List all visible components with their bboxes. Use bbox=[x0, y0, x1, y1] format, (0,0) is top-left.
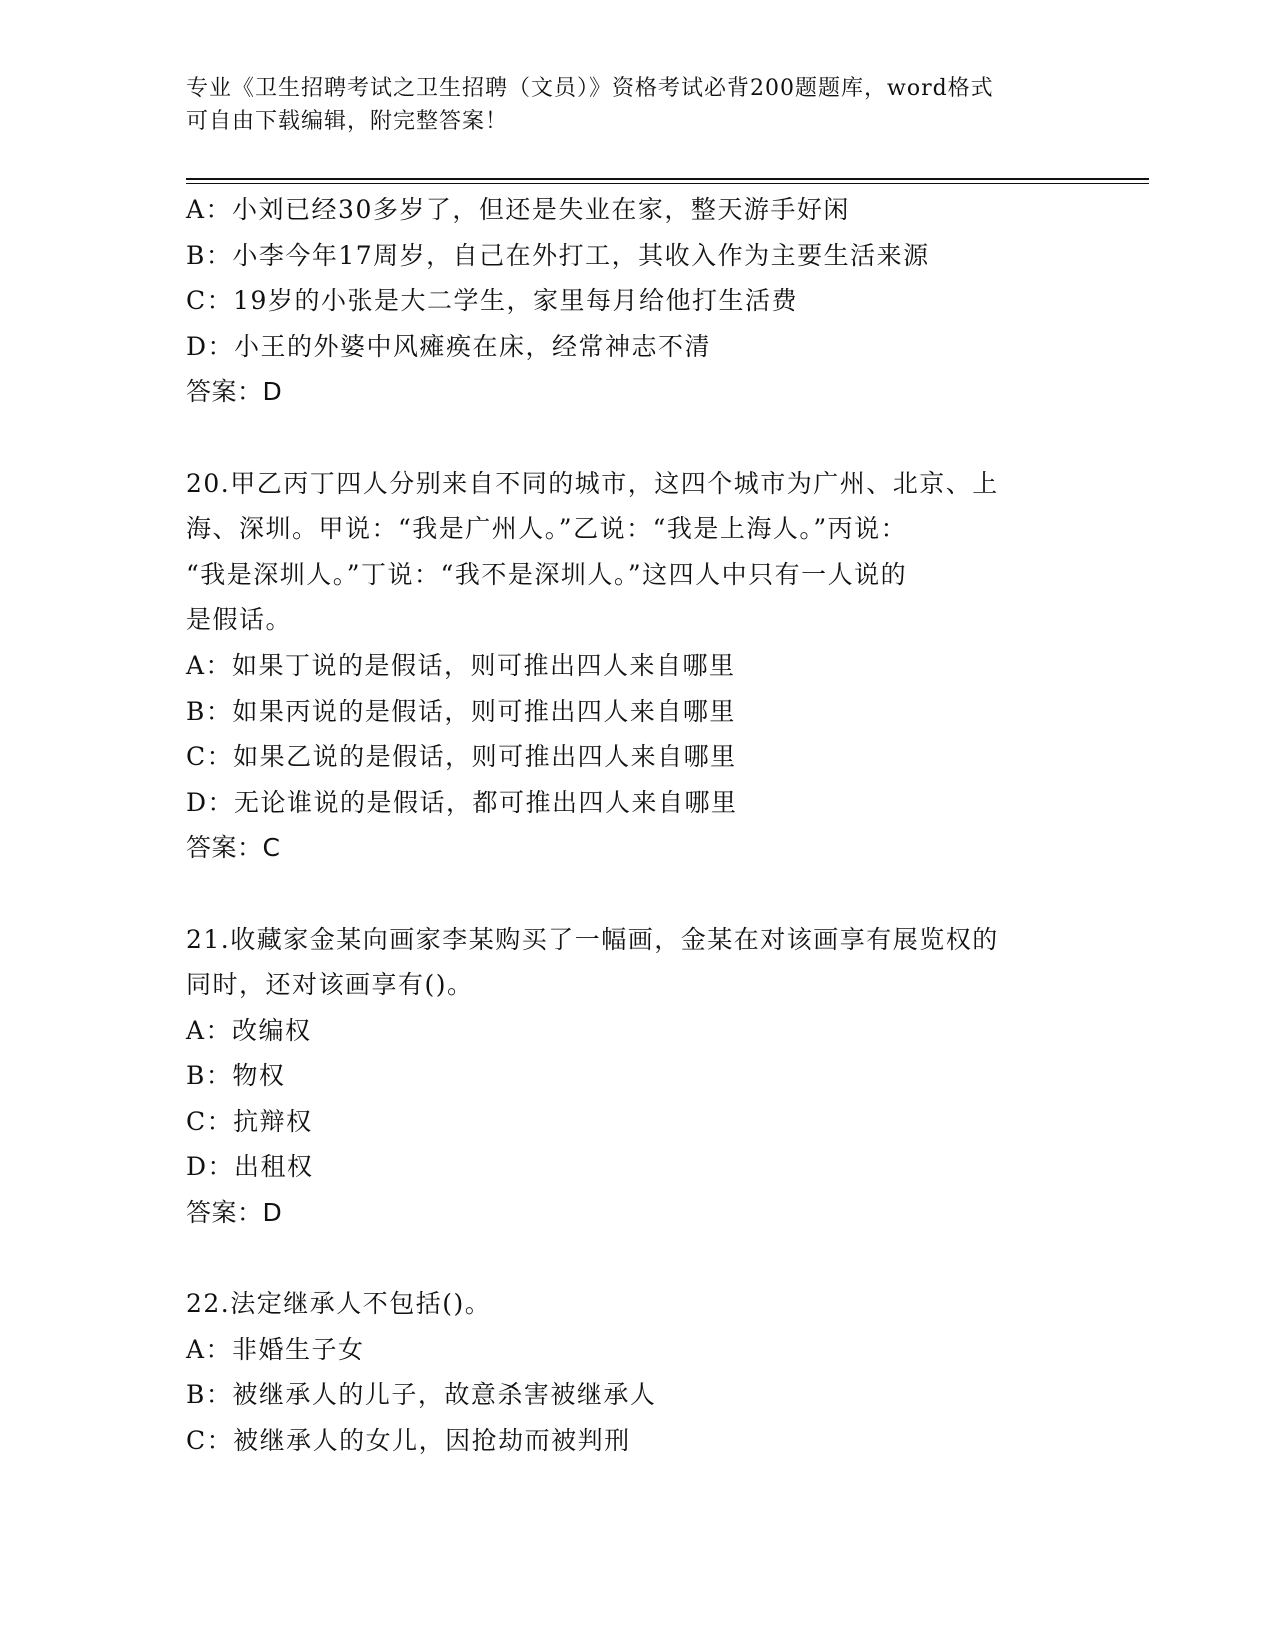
q21-option-c: C：抗辩权 bbox=[186, 1106, 313, 1136]
header-divider-thick bbox=[186, 178, 1149, 180]
q21-answer: 答案：D bbox=[186, 1198, 283, 1228]
q19-answer: 答案：D bbox=[186, 377, 283, 407]
q22-option-a: A：非婚生子女 bbox=[186, 1334, 365, 1364]
q20-stem-line-3: “我是深圳人。”丁说：“我不是深圳人。”这四人中只有一人说的 bbox=[186, 559, 908, 589]
q20-option-d: D：无论谁说的是假话，都可推出四人来自哪里 bbox=[186, 787, 738, 817]
q20-stem-line-2: 海、深圳。甲说：“我是广州人。”乙说：“我是上海人。”丙说： bbox=[186, 514, 908, 544]
question-22-block bbox=[186, 1281, 1086, 1463]
q20-stem-line-4: 是假话。 bbox=[186, 605, 293, 635]
q22-option-c: C：被继承人的女儿，因抢劫而被判刑 bbox=[186, 1426, 631, 1456]
spacer bbox=[186, 1236, 1086, 1282]
q21-stem-line-2: 同时，还对该画享有()。 bbox=[186, 970, 474, 1000]
q20-option-b: B：如果丙说的是假话，则可推出四人来自哪里 bbox=[186, 696, 736, 726]
q20-answer: 答案：C bbox=[186, 833, 281, 863]
document-header bbox=[186, 72, 1086, 138]
q21-option-b: B：物权 bbox=[186, 1061, 286, 1091]
q19-option-c: C：19岁的小张是大二学生，家里每月给他打生活费 bbox=[186, 286, 798, 316]
question-list bbox=[186, 187, 1086, 1464]
header-divider-thin bbox=[186, 183, 1149, 184]
q21-option-d: D：出租权 bbox=[186, 1152, 314, 1182]
header-title-line-1: 专业《卫生招聘考试之卫生招聘（文员）》资格考试必背200题题库，word格式 bbox=[186, 76, 994, 101]
q20-stem-line-1: 20.甲乙丙丁四人分别来自不同的城市，这四个城市为广州、北京、上 bbox=[186, 468, 999, 498]
question-21-block bbox=[186, 917, 1086, 1236]
question-19-block bbox=[186, 187, 1086, 415]
q22-option-b: B：被继承人的儿子，故意杀害被继承人 bbox=[186, 1380, 657, 1410]
question-20-block bbox=[186, 461, 1086, 871]
q21-option-a: A：改编权 bbox=[186, 1015, 312, 1045]
q19-option-a: A：小刘已经30多岁了，但还是失业在家，整天游手好闲 bbox=[186, 195, 850, 224]
q20-option-a: A：如果丁说的是假话，则可推出四人来自哪里 bbox=[186, 650, 736, 680]
header-title-line-2: 可自由下载编辑，附完整答案！ bbox=[186, 109, 509, 134]
spacer bbox=[186, 871, 1086, 917]
q21-stem-line-1: 21.收藏家金某向画家李某购买了一幅画，金某在对该画享有展览权的 bbox=[186, 924, 999, 954]
q19-option-b: B：小李今年17周岁，自己在外打工，其收入作为主要生活来源 bbox=[186, 240, 930, 270]
spacer bbox=[186, 415, 1086, 461]
q22-stem-line-1: 22.法定继承人不包括()。 bbox=[186, 1289, 492, 1319]
q20-option-c: C：如果乙说的是假话，则可推出四人来自哪里 bbox=[186, 742, 737, 772]
q19-option-d: D：小王的外婆中风瘫痪在床，经常神志不清 bbox=[186, 331, 712, 361]
